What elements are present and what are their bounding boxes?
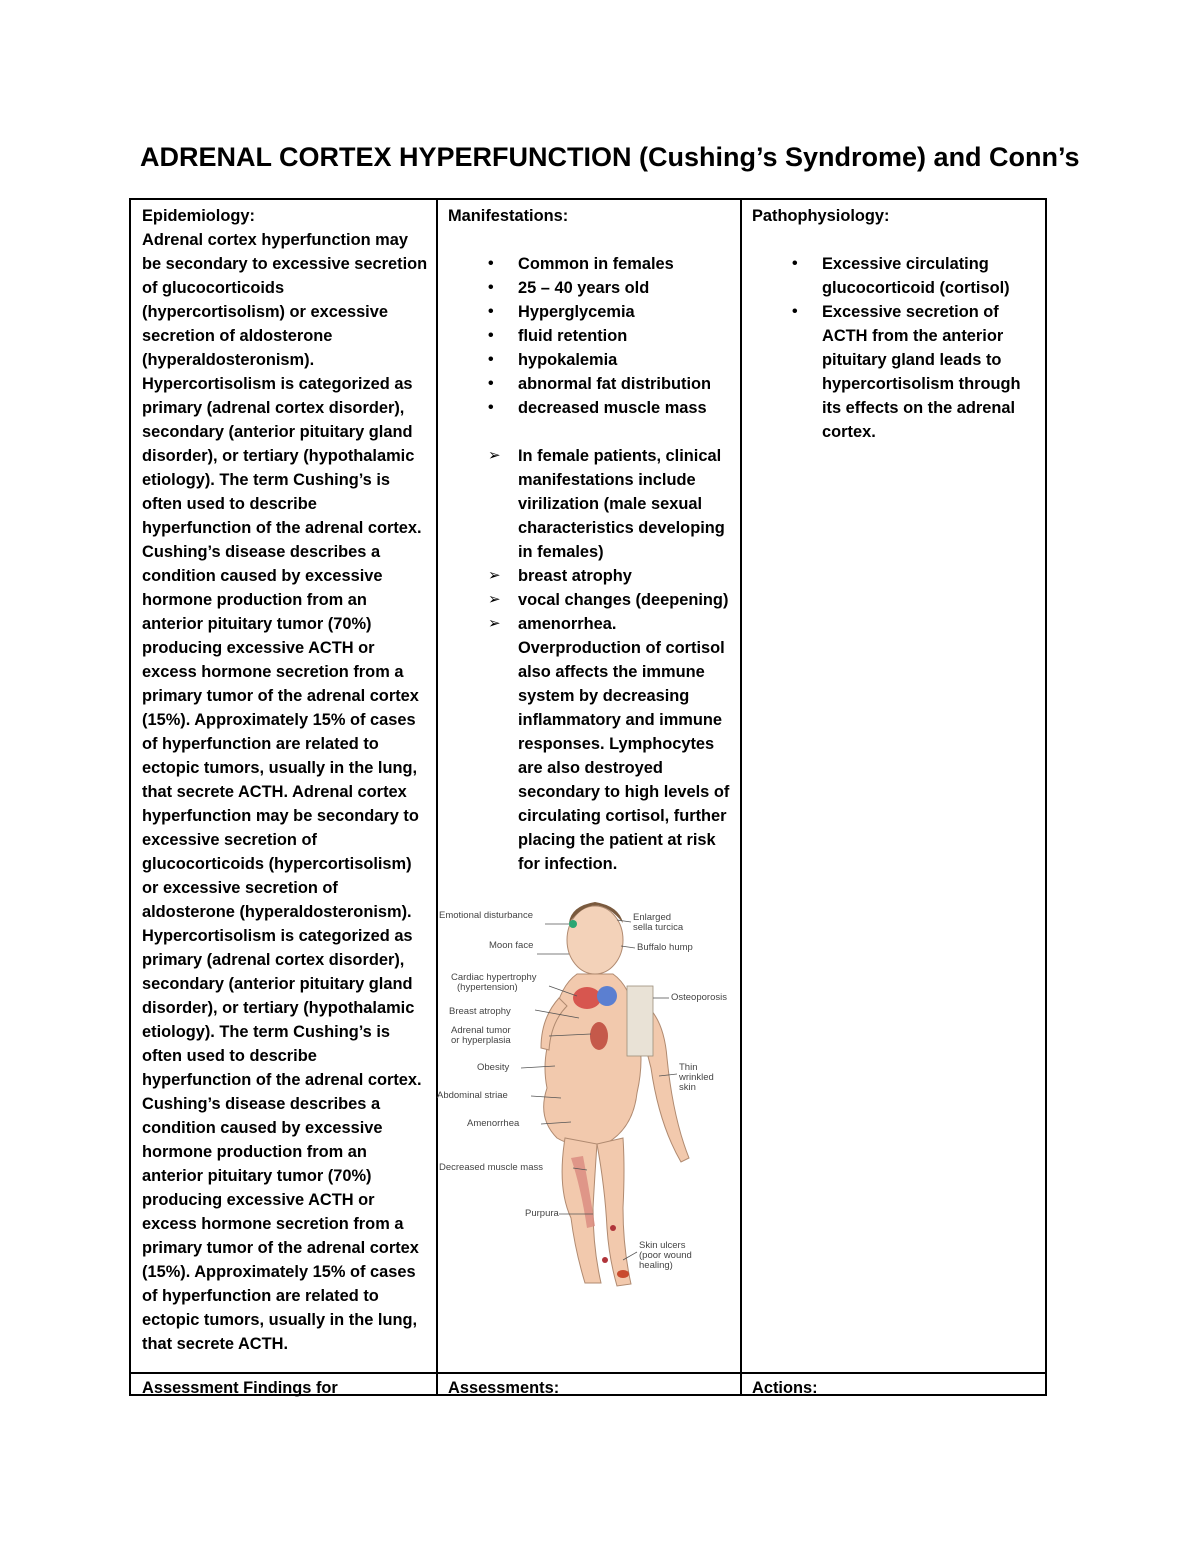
info-table	[129, 198, 1047, 1396]
figure-label: (hypertension)	[457, 982, 518, 993]
epidemiology-header: Epidemiology:	[142, 207, 255, 225]
manifestations-cell	[448, 204, 736, 876]
list-item: ➢ vocal changes (deepening)	[448, 588, 736, 612]
figure-label: Buffalo hump	[637, 942, 693, 953]
manifestations-bullet-list	[448, 252, 736, 420]
figure-label: Osteoporosis	[671, 992, 727, 1003]
figure-label: Abdominal striae	[437, 1090, 508, 1101]
bullet-icon: •	[488, 399, 494, 416]
list-item: ➢ amenorrhea. Overproduction of cortisol also affects the immune system by decreasing inflammatory and immune responses. Lymphocytes are also destroyed secondary to high levels of circulating cortisol, further placing the patient at risk for infection.	[448, 612, 736, 876]
arrow-bullet-icon: ➢	[488, 615, 501, 632]
cushing-body-illustration	[437, 888, 727, 1298]
figure-label: skin	[679, 1082, 696, 1093]
figure-label: Cardiac hypertrophy	[451, 972, 537, 983]
column-divider	[740, 200, 742, 1394]
figure-label: Purpura	[525, 1208, 559, 1219]
figure-label: Thin	[679, 1062, 698, 1073]
bullet-icon: •	[488, 303, 494, 320]
bullet-icon: •	[792, 255, 798, 272]
figure-label: (poor wound	[639, 1250, 692, 1261]
figure-label: or hyperplasia	[451, 1035, 511, 1046]
figure-label: Adrenal tumor	[451, 1025, 511, 1036]
figure-label: Moon face	[489, 940, 534, 951]
figure-label: wrinkled	[679, 1072, 714, 1083]
bullet-icon: •	[488, 351, 494, 368]
row-divider	[131, 1372, 1045, 1374]
figure-label: Emotional disturbance	[439, 910, 533, 921]
pathophysiology-cell	[752, 204, 1042, 444]
list-item: • Excessive secretion of ACTH from the anterior pituitary gland leads to hypercortisolism through its effects on the adrenal cortex.	[752, 300, 1042, 444]
bullet-icon: •	[488, 255, 494, 272]
figure-label: sella turcica	[633, 922, 684, 933]
figure-label: Breast atrophy	[449, 1006, 511, 1017]
list-item: • abnormal fat distribution	[448, 372, 736, 396]
arrow-bullet-icon: ➢	[488, 447, 501, 464]
epidemiology-text: Adrenal cortex hyperfunction may be secondary to excessive secretion of glucocorticoids (hypercortisolism) or excessive secretion of aldosterone (hyperaldosteronism). Hypercortisolism is categorized as primary (adrenal cortex disorder), secondary (anterior pituitary gland disorder), or tertiary (hypothalamic etiology). The term Cushing’s is often used to describe hyperfunction of the adrenal cortex. Cushing’s disease describes a condition caused by excessive hormone production from an anterior pituitary tumor (70%) producing excessive ACTH or excess hormone secretion from a primary tumor of the adrenal cortex (15%). Approximately 15% of cases of hyperfunction are related to ectopic tumors, usually in the lung, that secrete ACTH. Adrenal cortex hyperfunction may be secondary to excessive secretion of glucocorticoids (hypercortisolism) or excessive secretion of aldosterone (hyperaldosteronism). Hypercortisolism is categorized as primary (adrenal cortex disorder), secondary (anterior pituitary gland disorder), or tertiary (hypothalamic etiology). The term Cushing’s is often used to describe hyperfunction of the adrenal cortex. Cushing’s disease describes a condition caused by excessive hormone production from an anterior pituitary tumor (70%) producing excessive ACTH or excess hormone secretion from a primary tumor of the adrenal cortex (15%). Approximately 15% of cases of hyperfunction are related to ectopic tumors, usually in the lung, that secrete ACTH.	[142, 231, 428, 1353]
pathophysiology-list	[752, 252, 1042, 444]
figure-label: Obesity	[477, 1062, 510, 1073]
figure-label: healing)	[639, 1260, 673, 1271]
figure-label: Skin ulcers	[639, 1240, 686, 1251]
bullet-icon: •	[792, 303, 798, 320]
arrow-bullet-icon: ➢	[488, 567, 501, 584]
list-item: ➢ In female patients, clinical manifestations include virilization (male sexual characteristics developing in females)	[448, 444, 736, 564]
bullet-icon: •	[488, 375, 494, 392]
figure-label: Enlarged	[633, 912, 672, 923]
list-item: • Hyperglycemia	[448, 300, 736, 324]
list-item: • decreased muscle mass	[448, 396, 736, 420]
list-item: • Excessive circulating glucocorticoid (cortisol)	[752, 252, 1042, 300]
arrow-bullet-icon: ➢	[488, 591, 501, 608]
figure-label: Amenorrhea	[467, 1118, 520, 1129]
figure-label: Decreased muscle mass	[439, 1162, 544, 1173]
list-item: • 25 – 40 years old	[448, 276, 736, 300]
page-title: ADRENAL CORTEX HYPERFUNCTION (Cushing’s Syndrome) and Conn’s	[140, 142, 1080, 172]
manifestations-header: Manifestations:	[448, 207, 569, 225]
bullet-icon: •	[488, 327, 494, 344]
actions-header: Actions:	[752, 1379, 818, 1397]
list-item: • fluid retention	[448, 324, 736, 348]
epidemiology-cell	[142, 204, 428, 1356]
pathophysiology-header: Pathophysiology:	[752, 207, 890, 225]
assessment-findings-header: Assessment Findings for	[142, 1379, 338, 1397]
assessments-header: Assessments:	[448, 1379, 560, 1397]
list-item: ➢ breast atrophy	[448, 564, 736, 588]
list-item: • hypokalemia	[448, 348, 736, 372]
bullet-icon: •	[488, 279, 494, 296]
list-item: • Common in females	[448, 252, 736, 276]
manifestations-arrow-list	[448, 444, 736, 876]
